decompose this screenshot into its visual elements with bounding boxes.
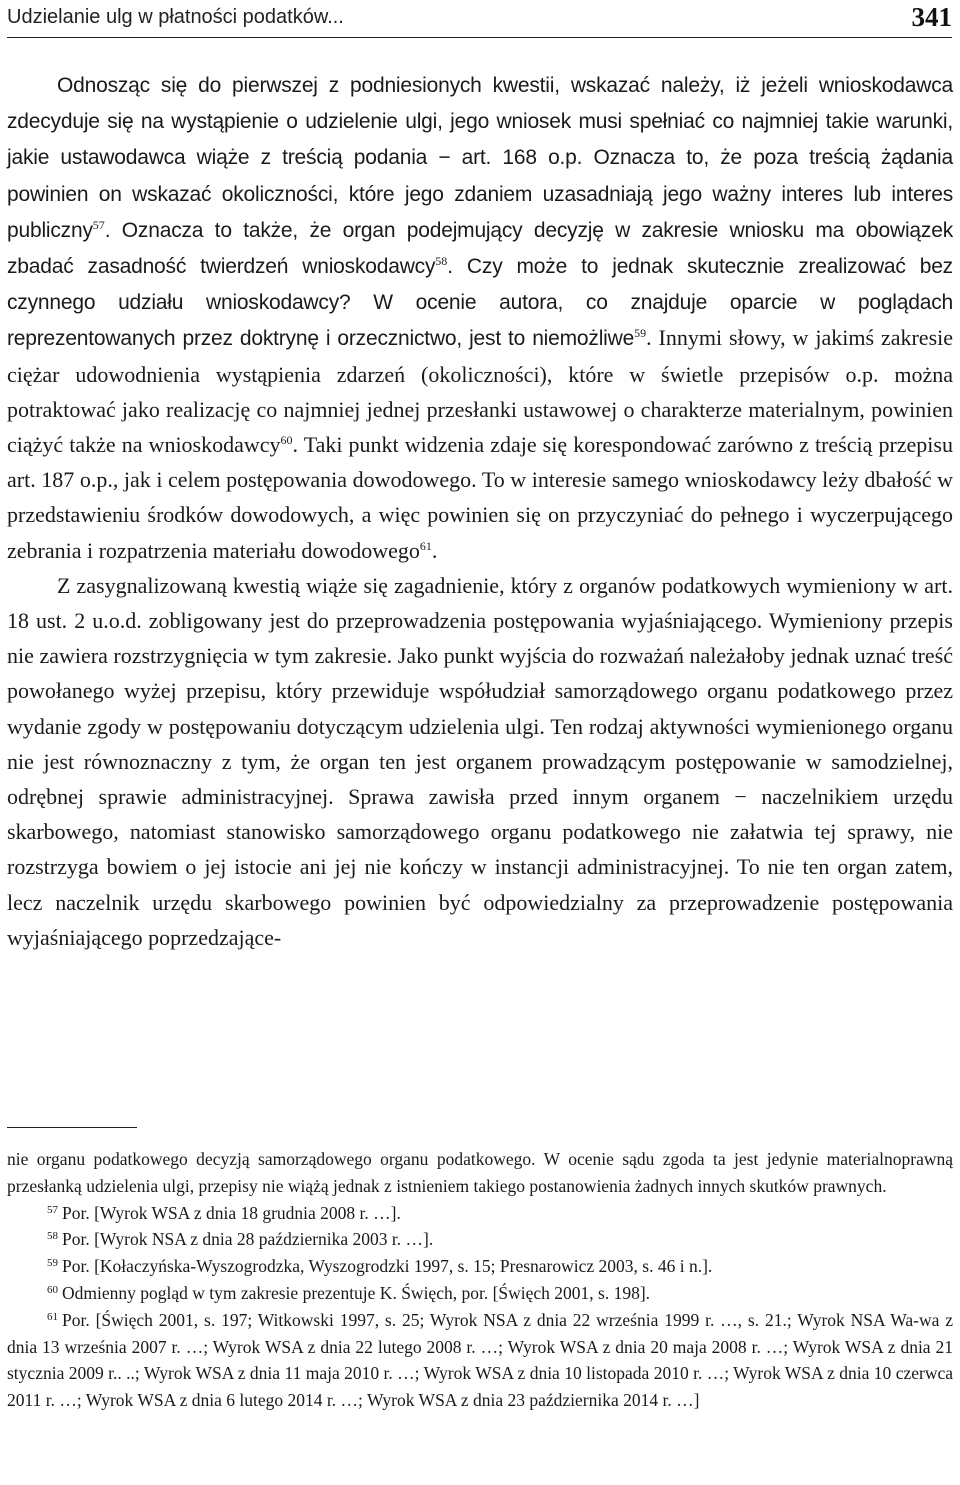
footnote-continuation: nie organu podatkowego decyzją samorządowego organu podatkowego. W ocenie sądu zgoda ta jest jedynie materialnoprawną przesłanką udzielenia ulgi, przepisy nie wiążą jednak z istnieniem takiego postanowienia żadnych innych skutków prawnych. — [7, 1149, 953, 1196]
footnote-60 — [7, 1280, 953, 1307]
body-text — [7, 67, 953, 955]
footnote-ref-60: 60 — [280, 433, 293, 448]
footnote-text: Por. [Święch 2001, s. 197; Witkowski 1997, s. 25; Wyrok NSA z dnia 22 września 1999 r. …, s. 21.; Wyrok NSA Wa-wa z dnia 13 września 2007 r. …; Wyrok WSA z dnia 22 lutego 2008 r. …; Wyrok WSA z dnia 20 maja 2008 r. …; Wyrok WSA z dnia 21 stycznia 2009 r.. ..; Wyrok WSA z dnia 11 maja 2010 r. …; Wyrok WSA z dnia 10 listopada 2010 r. …; Wyrok WSA z dnia 10 czerwca 2011 r. …; Wyrok WSA z dnia 6 lutego 2014 r. …; Wyrok WSA z dnia 23 października 2014 r. …] — [7, 1309, 953, 1411]
footnote-ref-58: 58 — [435, 254, 448, 269]
footnote-text: Por. [Kołaczyńska-Wyszogrodzka, Wyszogrodzki 1997, s. 15; Presnarowicz 2003, s. 46 i n.]. — [62, 1256, 713, 1277]
footnote-text: Odmienny pogląd w tym zakresie prezentuje K. Święch, por. [Święch 2001, s. 198]. — [62, 1282, 651, 1303]
paragraph-1-part-e: . Taki punkt widzenia zdaje się korespondować zarówno z treścią przepisu art. 187 o.p., jak i celem postępowania dowodowego. To w interesie samego wnioskodawcy leży dbałość w przedstawieniu środków dowodowych, a więc powinien się on przyczyniać do pełnego i wyczerpującego zebrania i rozpatrzenia materiału dowodowego — [7, 432, 953, 563]
footnote-ref-61: 61 — [419, 538, 432, 553]
paragraph-1-part-b: . Oznacza to także, że organ podejmujący decyzję w zakresie wniosku ma obowiązek zbadać zasadność twierdzeń wnioskodawcy — [7, 218, 953, 279]
footnote-number: 60 — [47, 1283, 58, 1296]
footnote-text: Por. [Wyrok WSA z dnia 18 grudnia 2008 r. …]. — [62, 1202, 401, 1223]
footnote-separator — [7, 1127, 137, 1128]
footnote-number: 58 — [47, 1230, 58, 1243]
paragraph-1-part-d: . Innymi słowy, w jakimś zakresie ciężar udowodnienia wystąpienia zdarzeń (okoliczności), które w świetle przepisów o.p. można potraktować jako realizację co najmniej jednej przesłanki ustawowej o charakterze materialnym, powinien ciążyć także na wnioskodawcy — [7, 325, 954, 458]
paragraph-1-end: . — [431, 537, 438, 563]
page-header — [7, 0, 952, 38]
footnote-59 — [7, 1253, 953, 1280]
paragraph-1-part-a: Odnosząc się do pierwszej z podniesionych kwestii, wskazać należy, iż jeżeli wnioskodawca zdecyduje się na wystąpienie o udzielenie ulgi, jego wniosek musi spełniać co najmniej takie warunki, jakie ustawodawca wiąże z treścią podania − art. 168 o.p. Oznacza to, że poza treścią żądania powinien on wskazać okoliczności, które jego zdaniem uzasadniają jego ważny interes lub interes publiczny — [7, 74, 953, 242]
footnote-61 — [7, 1307, 953, 1414]
footnote-58 — [7, 1226, 953, 1253]
page-number: 341 — [911, 2, 952, 32]
footnotes — [7, 1146, 953, 1414]
footnote-text: Por. [Wyrok NSA z dnia 28 października 2003 r. …]. — [62, 1229, 434, 1250]
paragraph-1 — [7, 67, 953, 568]
footnote-ref-59: 59 — [634, 326, 647, 341]
footnote-57 — [7, 1200, 953, 1227]
paragraph-2: Z zasygnalizowaną kwestią wiąże się zagadnienie, który z organów podatkowych wymieniony w art. 18 ust. 2 u.o.d. zobligowany jest do przeprowadzenia postępowania wyjaśniającego. Wymieniony przepis nie zawiera rozstrzygnięcia w tym zakresie. Jako punkt wyjścia do rozważań należałoby jednak uznać treść powołanego wyżej przepisu, który przewiduje współudział samorządowego organu podatkowego przez wydanie zgody w postępowaniu dotyczącym udzielenia ulgi. Ten rodzaj aktywności wymienionego organu nie jest równoznaczny z tym, że organ ten jest organem prowadzącym postępowanie w samodzielnej, odrębnej sprawie administracyjnej. Sprawa zawisła przed innym organem − naczelnikiem urzędu skarbowego, natomiast stanowisko samorządowego organu podatkowego nie załatwia tej sprawy, nie rozstrzyga bowiem o jej istocie ani jej nie kończy w instancji administracyjnej. To nie ten organ zatem, lecz naczelnik urzędu skarbowego powinien być odpowiedzialny za przeprowadzenie postępowania wyjaśniającego poprzedzające- — [7, 572, 953, 950]
footnote-number: 61 — [47, 1310, 58, 1323]
footnote-number: 57 — [47, 1203, 58, 1216]
footnote-ref-57: 57 — [92, 217, 105, 232]
paragraph-1-part-c: . Czy może to jednak skutecznie zrealizować bez czynnego udziału wnioskodawcy? W ocenie autora, co znajduje oparcie w poglądach reprezentowanych przez doktrynę i orzecznictwo, jest to niemożliwe — [7, 255, 953, 351]
footnote-number: 59 — [47, 1257, 58, 1270]
running-head: Udzielanie ulg w płatności podatków... — [7, 6, 344, 28]
